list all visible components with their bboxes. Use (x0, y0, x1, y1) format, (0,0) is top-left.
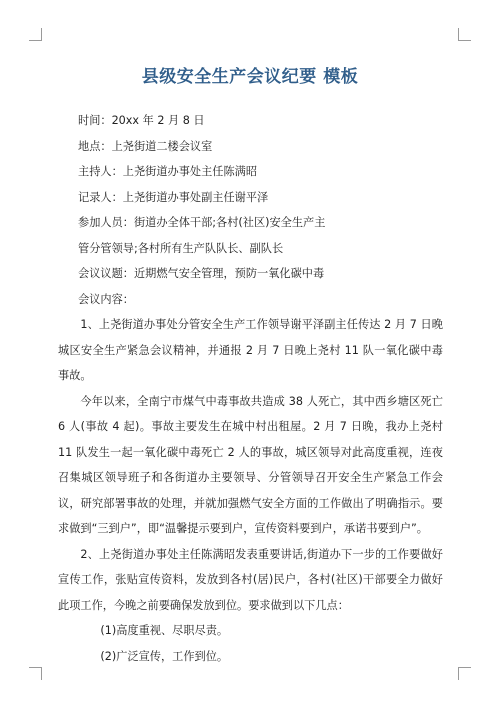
meeting-recorder: 记录人：上尧街道办事处副主任谢平泽 (78, 190, 269, 204)
content-paragraph-2: 今年以来，全南宁市煤气中毒事故共造成 38 人死亡，其中西乡塘区死亡 6 人(事故 4 起)。事故主要发生在城中村出租屋。2 月 7 日晚，我办上尧村 11 队发生一起一氧化碳中毒死亡 2 人的事故，城区领导对此高度重视，连夜召集城区领导班子和各街道办主要领导、分管领导召开安全生产紧急工作会议，研究部署事故的处理，并就加强燃气安全方面的工作做出了明确指示。要求做到“三到户”，即“温馨提示要到户，宣传资料要到户，承诺书要到户”。 (58, 394, 443, 535)
meeting-attendees-continued: 管分管领导;各村所有生产队队长、副队长 (78, 241, 284, 255)
crop-mark-bottom-right (458, 667, 459, 680)
list-item-1: (1)高度重视、尽职尽责。 (100, 624, 229, 637)
crop-mark-top-left (41, 28, 42, 41)
crop-mark-bottom-left (41, 667, 42, 680)
meeting-attendees: 参加人员：街道办全体干部;各村(社区)安全生产主 (78, 216, 326, 229)
content-paragraph-1: 1、上尧街道办事处分管安全生产工作领导谢平泽副主任传达 2 月 7 日晚城区安全生产紧急会议精神，并通报 2 月 7 日晚上尧村 11 队一氧化碳中毒事故。 (58, 318, 443, 382)
meeting-time: 时间：20xx 年 2 月 8 日 (78, 114, 205, 127)
content-paragraph-3: 2、上尧街道办事处主任陈满昭发表重要讲话,街道办下一步的工作要做好宣传工作，张贴宣传资料，发放到各村(居)民户，各村(社区)干部要全力做好此项工作，今晚之前要确保发放到位。要求做到以下几点： (58, 547, 443, 612)
crop-mark-bottom-right (458, 667, 471, 668)
meeting-location: 地点：上尧街道二楼会议室 (78, 139, 213, 153)
document-body (58, 108, 443, 669)
meeting-topic: 会议议题：近期燃气安全管理，预防一氧化碳中毒 (78, 267, 325, 280)
crop-mark-top-right (458, 28, 459, 41)
meeting-host: 主持人：上尧街道办事处主任陈满昭 (78, 165, 258, 178)
crop-mark-top-right (458, 40, 471, 41)
document-title: 县级安全生产会议纪要 模板 (141, 67, 359, 87)
meeting-content-label: 会议内容： (78, 292, 134, 306)
list-item-2: (2)广泛宣传，工作到位。 (100, 649, 229, 663)
